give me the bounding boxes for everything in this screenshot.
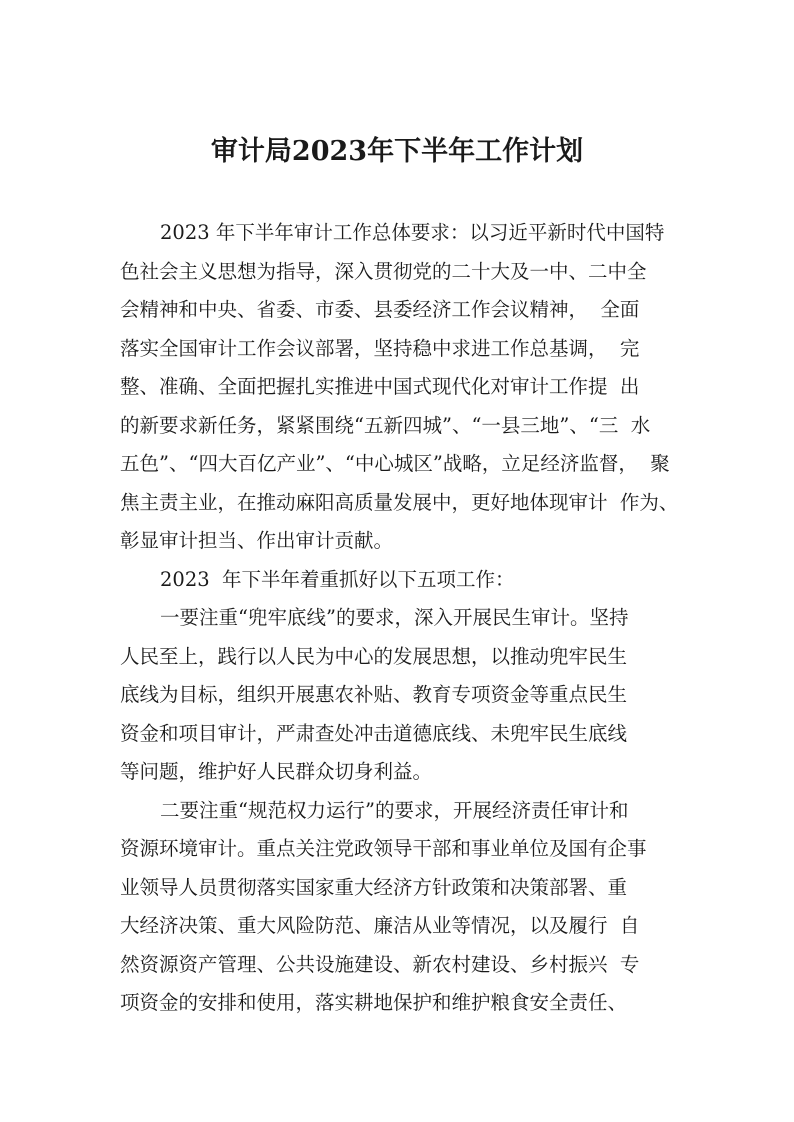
paragraph-line: 然资源资产管理、公共设施建设、新农村建设、乡村振兴 专 — [120, 952, 640, 976]
paragraph-line: 会精神和中央、省委、市委、县委经济工作会议精神， 全面 — [120, 298, 640, 321]
paragraph-line: 二要注重“规范权力运行”的要求，开展经济责任审计和 — [160, 798, 629, 822]
document-title: 审计局2023年下半年工作计划 — [210, 136, 584, 167]
paragraph-line: 等问题，维护好人民群众切身利益。 — [120, 760, 433, 783]
paragraph-line: 色社会主义思想为指导，深入贯彻党的二十大及一中、二中全 — [120, 259, 647, 283]
paragraph-line: 2023 年下半年审计工作总体要求：以习近平新时代中国特 — [160, 221, 665, 244]
paragraph-line: 2023 年下半年着重抓好以下五项工作： — [160, 567, 515, 591]
paragraph-line: 人民至上，践行以人民为中心的发展思想，以推动兜牢民生 — [120, 644, 628, 668]
paragraph-line: 资金和项目审计，严肃查处冲击道德底线、未兜牢民生底线 — [120, 721, 628, 745]
paragraph-line: 资源环境审计。重点关注党政领导干部和事业单位及国有企事 — [120, 837, 647, 860]
paragraph-line: 的新要求新任务，紧紧围绕“五新四城”、“一县三地”、“三 水 — [120, 413, 651, 437]
paragraph-line: 底线为目标，组织开展惠农补贴、教育专项资金等重点民生 — [120, 683, 628, 706]
paragraph-line: 一要注重“兜牢底线”的要求，深入开展民生审计。坚持 — [160, 606, 629, 629]
paragraph-line: 五色”、“四大百亿产业”、“中心城区”战略，立足经济监督， 聚 — [120, 452, 670, 475]
document-body — [120, 214, 700, 1023]
paragraph-line: 业领导人员贯彻落实国家重大经济方针政策和决策部署、重 — [120, 875, 628, 899]
paragraph-line: 落实全国审计工作会议部署，坚持稳中求进工作总基调， 完 — [120, 336, 640, 360]
paragraph-line: 整、准确、全面把握扎实推进中国式现代化对审计工作提 出 — [120, 375, 640, 398]
paragraph-line: 焦主责主业，在推动麻阳高质量发展中，更好地体现审计 作为、 — [120, 490, 679, 514]
paragraph-line: 大经济决策、重大风险防范、廉洁从业等情况，以及履行 自 — [120, 914, 640, 937]
paragraph-line: 项资金的安排和使用，落实耕地保护和维护粮食安全责任、 — [120, 991, 628, 1014]
paragraph-line: 彰显审计担当、作出审计贡献。 — [120, 529, 394, 552]
